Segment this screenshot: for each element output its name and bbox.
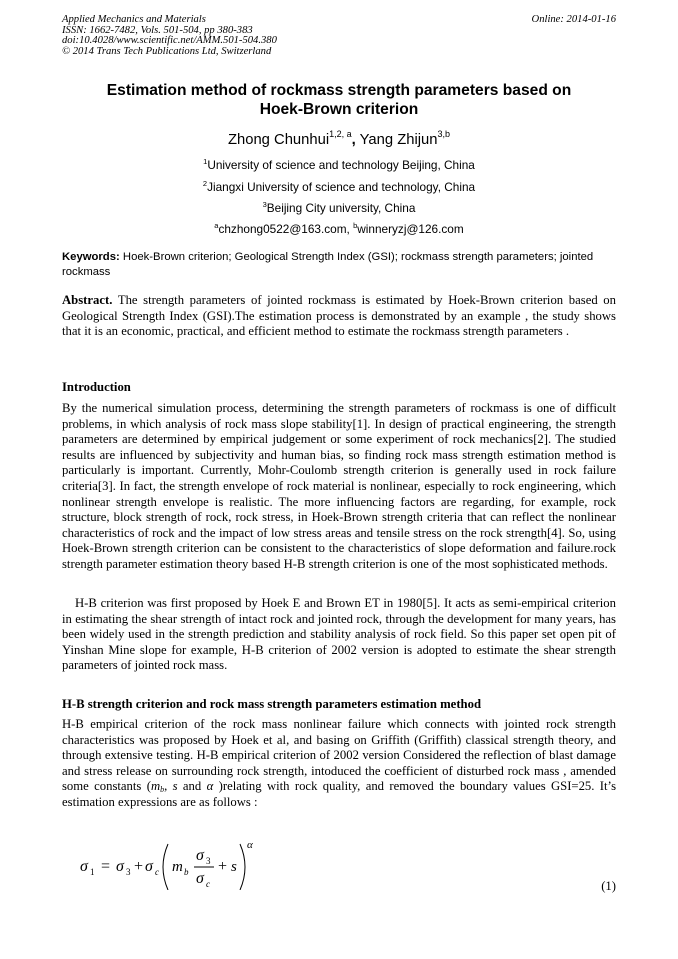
affiliation-3-sup: 3 (262, 200, 267, 209)
section-2-and: and (177, 779, 207, 794)
email-b-sup: b (353, 221, 358, 230)
introduction-heading: Introduction (62, 380, 131, 394)
keywords-text: Hoek-Brown criterion; Geological Strength Index (GSI); rockmass strength parameters; jointed rockmass (62, 251, 594, 279)
eq-frac-den-sigma: σ (196, 870, 204, 887)
affiliation-3-text: Beijing City university, China (266, 201, 416, 215)
author-1: Zhong Chunhui (227, 132, 330, 148)
section-2-paragraph (62, 717, 616, 811)
author-1-sup: 1,2, a (329, 129, 352, 139)
affiliation-1-sup: 1 (203, 157, 208, 166)
journal-header (62, 15, 616, 57)
eq-m: m (172, 859, 183, 875)
eq-plus-1: + (134, 858, 144, 875)
email-line (62, 222, 616, 236)
eq-sigma-1: σ (80, 858, 88, 875)
eq-frac-num-sigma: σ (196, 847, 204, 864)
eq-s: s (231, 859, 237, 875)
author-2: Yang Zhijun (359, 132, 438, 148)
abstract (62, 293, 616, 340)
affiliation-2 (62, 180, 616, 194)
affiliation-1 (62, 158, 616, 172)
symbol-m-sub-b: b (160, 785, 165, 795)
symbol-s: s (172, 779, 178, 794)
paper-title (62, 81, 616, 119)
eq-sigma-3: σ (116, 858, 124, 875)
eq-right-paren (240, 844, 245, 890)
equation-1 (78, 838, 308, 890)
eq-left-paren (163, 844, 168, 890)
introduction-paragraph-2: H-B criterion was first proposed by Hoek E and Brown ET in 1980[5]. It acts as semi-empirical criterion in estimating the shear strength of intact rock and jointed rock, through the development for many years, has been widely used in the strength prediction and stability analysis of rock field. So this paper set open pit of Yinshan Mine slope for example, H-B criterion of 2002 version is adopted to estimate the shear strength parameters of jointed rock mass. (62, 596, 616, 673)
eq-plus-2: + (218, 858, 228, 875)
abstract-label: Abstract. (62, 293, 113, 307)
author-separator: , (351, 132, 356, 148)
issn-line: ISSN: 1662-7482, Vols. 501-504, pp 380-383 (62, 24, 253, 36)
author-line (62, 131, 616, 149)
section-2-text-start: H-B empirical criterion of the rock mass nonlinear failure which connects with jointed rock strength characteristics was proposed by Hoek et al, and basing on Griffith (Griffith) classical strength theory, and through extensive testing. H-B empirical criterion of 2002 version Considered the reflection of blast damage and stress release on surrounding rock strength, intoduced the coefficient of disturbed rock mass , amended some constants ( (62, 717, 616, 794)
eq-sub-1: 1 (90, 867, 95, 877)
title-line-1: Estimation method of rockmass strength parameters based on (106, 82, 572, 99)
affiliation-2-text: Jiangxi University of science and technology, China (207, 180, 476, 194)
abstract-text: The strength parameters of jointed rockmass is estimated by Hoek-Brown criterion based on Geological Strength Index (GSI).The estimation process is demonstrated by an example , the study shows that it is an economic, practical, and efficient method to estimate the rockmass strength parameters . (62, 293, 616, 339)
section-2-comma: , (164, 779, 173, 794)
eq-alpha-exponent: α (247, 839, 253, 851)
online-date: Online: 2014-01-16 (531, 14, 616, 25)
email-b[interactable]: winneryzj@126.com (357, 222, 464, 236)
section-2-text-end: )relating with rock quality, and removed the boundary values GSI=25. It’s estimation expressions are as follows : (62, 779, 617, 809)
keywords-label: Keywords: (62, 251, 120, 263)
eq-sub-b: b (184, 867, 189, 877)
journal-name: Applied Mechanics and Materials (62, 14, 206, 25)
eq-sigma-c: σ (145, 858, 153, 875)
section-2-heading: H-B strength criterion and rock mass strength parameters estimation method (62, 697, 481, 711)
equation-number: (1) (601, 879, 616, 893)
symbol-m: m (150, 779, 161, 794)
introduction-paragraph-1: By the numerical simulation process, determining the strength parameters of rockmass is one of difficult problems, in which analysis of rock mass slope stability[1]. In design of practical engineering, the strength parameters are determined by empirical judgement or some experiment of rock mechanics[2]. The studied results are influenced by subjectivity and human bias, so finding rock mass strength estimation method is particularly is important. Currently, Mohr-Coulomb strength criterion is generally used in rock failure criteria[3]. In fact, the strength envelope of rock material is nonlinear, especially to rock engineering, which nonlinear strength envelope is realistic. The more influencing factors are regarding, for example, rock structure, block strength of rock, rock stress, in Hoek-Brown strength criteria that can reflect the nonlinear characteristics of rock and the impact of low stress areas and tensile stress on the rock strength[4]. So, using Hoek-Brown strength criterion can be consistent to the characteristics of slope deformation and failure.rock strength parameter estimation theory based H-B strength criterion is one of the most sophisticated methods. (62, 401, 616, 571)
affiliation-3 (62, 201, 616, 215)
affiliation-1-text: University of science and technology Beijing, China (207, 158, 475, 172)
email-a[interactable]: chzhong0522@163.com (218, 222, 347, 236)
eq-frac-den-sub: c (206, 879, 210, 889)
copyright-line: © 2014 Trans Tech Publications Ltd, Switzerland (62, 45, 272, 57)
email-separator: , (346, 222, 354, 236)
eq-sub-3: 3 (126, 867, 131, 877)
keywords (62, 250, 616, 281)
eq-sub-c: c (155, 867, 159, 877)
symbol-alpha: α (206, 779, 214, 794)
eq-equals: = (101, 858, 111, 875)
email-a-sup: a (214, 221, 219, 230)
author-2-sup: 3,b (437, 129, 451, 139)
title-line-2: Hoek-Brown criterion (259, 101, 419, 118)
eq-frac-num-sub: 3 (206, 856, 211, 866)
affiliation-2-sup: 2 (202, 179, 208, 188)
doi-line: doi:10.4028/www.scientific.net/AMM.501-504.380 (62, 35, 277, 47)
